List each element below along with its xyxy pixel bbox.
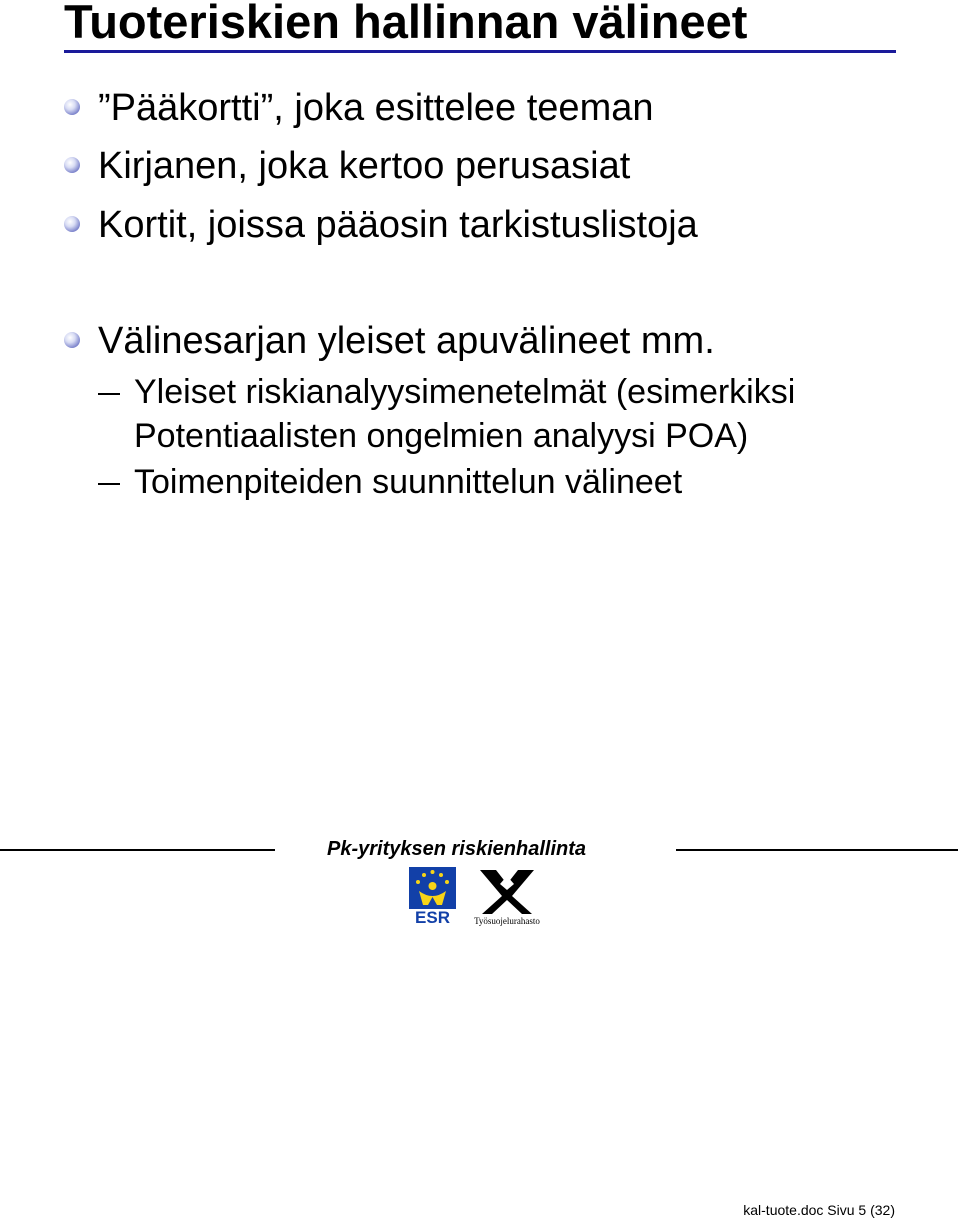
bullet-text: Kirjanen, joka kertoo perusasiat [98, 145, 631, 187]
bullet-text: Kortit, joissa pääosin tarkistuslistoja [98, 204, 698, 246]
title-underline [64, 50, 896, 53]
sub-item-line: Potentiaalisten ongelmien analyysi POA) [134, 417, 749, 455]
esr-logo-text: ESR [415, 908, 450, 925]
bullet-text: Välinesarjan yleiset apuvälineet mm. [98, 320, 715, 362]
footer-rule-right [676, 849, 958, 851]
sub-item-line: Yleiset riskianalyysimenetelmät (esimerkiksi [134, 373, 796, 411]
bullet-text: ”Pääkortti”, joka esittelee teeman [98, 87, 654, 129]
tsr-logo-text: Työsuojelurahasto [474, 916, 540, 926]
tyosuojelurahasto-logo [472, 866, 542, 926]
page-footer-label: kal-tuote.doc Sivu 5 (32) [743, 1202, 895, 1218]
bullet-dot-icon [64, 216, 80, 232]
esr-logo [409, 867, 456, 925]
dash-icon [98, 483, 120, 485]
bullet-dot-icon [64, 99, 80, 115]
bullet-dot-icon [64, 332, 80, 348]
bullet-dot-icon [64, 157, 80, 173]
footer-series-title: Pk-yrityksen riskienhallinta [327, 838, 587, 860]
dash-icon [98, 393, 120, 395]
sub-item-line: Toimenpiteiden suunnittelun välineet [134, 463, 683, 501]
page-title: Tuoteriskien hallinnan välineet [64, 0, 748, 48]
footer-rule-left [0, 849, 275, 851]
